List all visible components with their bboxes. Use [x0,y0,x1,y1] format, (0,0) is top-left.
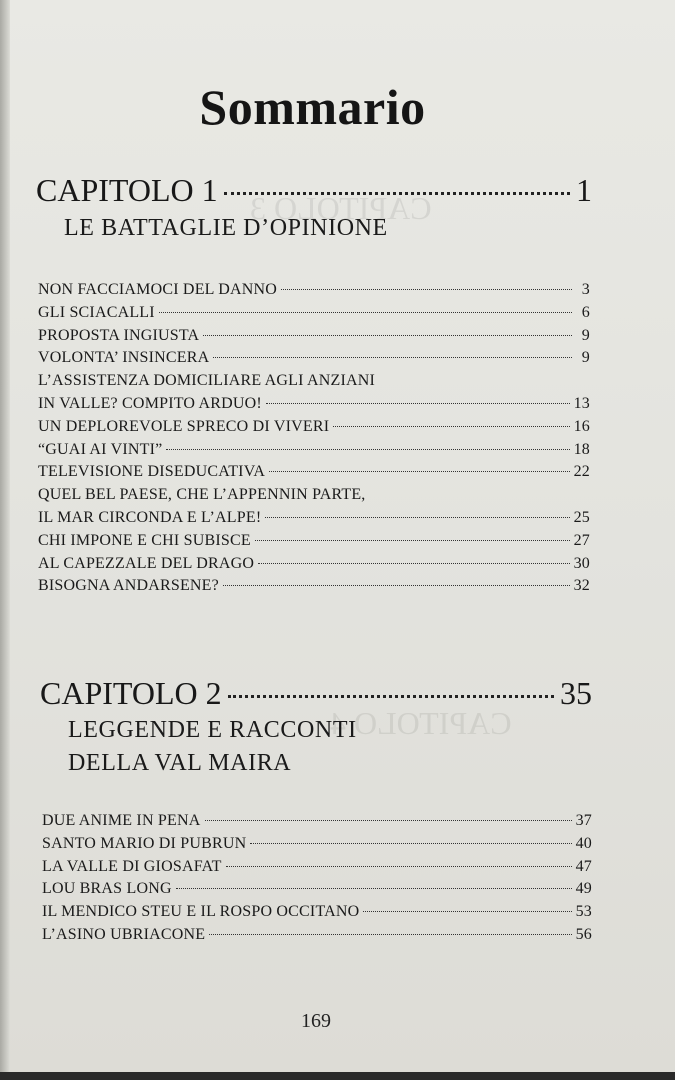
leader-dots [176,888,572,889]
chapter-1-label: CAPITOLO 1 [36,172,218,208]
toc-entry [38,418,590,441]
toc-entry-title: PROPOSTA INGIUSTA [38,326,200,344]
chapter-2-subtitle-line-1: LEGGENDE E RACCONTI [68,717,357,743]
toc-entry [42,835,592,858]
leader-dots [223,585,570,586]
leader-dots [258,563,570,564]
toc-entry-title: L’ASINO UBRIACONE [42,925,206,943]
toc-entry-title: NON FACCIAMOCI DEL DANNO [38,281,278,298]
toc-entry-title: SANTO MARIO DI PUBRUN [42,834,247,852]
toc-entry-title: BISOGNA ANDARSENE? [38,577,219,595]
leader-dots [281,289,572,290]
toc-entry-page: 53 [575,903,592,921]
toc-entry-title: CHI IMPONE E CHI SUBISCE [38,531,251,549]
toc-entry-page: 6 [581,303,590,321]
bleed-through: CAPITOLO 4 [330,705,512,741]
chapter-2-entries [42,812,592,949]
toc-entry-title: IL MENDICO STEU E IL ROSPO OCCITANO [42,903,360,921]
toc-entry [42,903,592,926]
toc-entry-page: 49 [575,880,592,898]
chapter-1-heading [36,172,592,209]
leader-dots [209,934,571,935]
toc-entry [38,304,590,327]
leader-dots [255,540,570,541]
page-title: Sommario [199,79,426,135]
bottom-shadow [0,1072,675,1080]
toc-entry-page: 9 [581,326,590,344]
leader-dots [269,471,569,472]
leader-dots [265,517,569,518]
toc-entry [38,486,590,509]
toc-entry-title: GLI SCIACALLI [38,303,155,321]
leader-dots [266,403,570,404]
toc-entry [38,349,590,372]
page-left-edge [0,0,10,1080]
toc-entry-page: 22 [573,463,590,481]
leader-dots [224,192,570,195]
chapter-2-label: CAPITOLO 2 [40,675,222,711]
toc-entry [38,532,590,555]
leader-dots [226,866,572,867]
toc-entry [38,281,590,304]
toc-entry-title: TELEVISIONE DISEDUCATIVA [38,463,266,481]
toc-entry-page: 37 [575,812,592,829]
leader-dots [205,820,572,821]
toc-entry-title: AL CAPEZZALE DEL DRAGO [38,554,255,572]
leader-dots [166,449,569,450]
toc-entry-page: 32 [573,577,590,595]
toc-entry [38,327,590,350]
toc-entry-title: IL MAR CIRCONDA E L’ALPE! [38,508,262,526]
toc-entry [42,880,592,903]
toc-entry [38,509,590,532]
toc-entry-page: 13 [573,394,590,412]
leader-dots [228,695,554,698]
toc-entry-title: “GUAI AI VINTI” [38,440,163,458]
toc-entry [38,577,590,600]
page-number: 169 [301,1010,331,1032]
toc-entry-page: 25 [573,508,590,526]
toc-entry [38,463,590,486]
toc-entry [38,441,590,464]
leader-dots [363,911,571,912]
toc-entry [38,395,590,418]
toc-entry-page: 3 [581,281,590,298]
bleed-through: CAPITOLO 3 [250,190,432,226]
toc-entry [42,858,592,881]
toc-entry-page: 9 [581,349,590,367]
toc-entry-title: IN VALLE? COMPITO ARDUO! [38,394,262,412]
chapter-1-entries [38,281,590,600]
toc-entry-page: 27 [573,531,590,549]
leader-dots [333,426,569,427]
toc-entry [42,812,592,835]
toc-entry-title: UN DEPLOREVOLE SPRECO DI VIVERI [38,417,330,435]
toc-entry-page: 47 [575,857,592,875]
toc-entry-page: 16 [573,417,590,435]
toc-entry-page: 56 [575,925,592,943]
toc-entry [38,555,590,578]
toc-entry-title: L’ASSISTENZA DOMICILIARE AGLI ANZIANI [38,372,376,390]
leader-dots [213,357,572,358]
toc-entry-title: QUEL BEL PAESE, CHE L’APPENNIN PARTE, [38,486,366,504]
chapter-2-subtitle-line-2: DELLA VAL MAIRA [68,750,292,776]
toc-entry-title: DUE ANIME IN PENA [42,812,201,829]
chapter-2-page: 35 [560,675,592,711]
leader-dots [159,312,572,313]
chapter-1-page: 1 [576,172,592,208]
chapter-1-subtitle: LE BATTAGLIE D’OPINIONE [64,215,388,241]
toc-entry-title: LA VALLE DI GIOSAFAT [42,857,222,875]
toc-entry-page: 30 [573,554,590,572]
toc-entry-title: LOU BRAS LONG [42,880,172,898]
toc-entry [38,372,590,395]
leader-dots [203,335,572,336]
toc-entry [42,926,592,949]
toc-entry-page: 18 [573,440,590,458]
leader-dots [250,843,571,844]
toc-entry-page: 40 [575,834,592,852]
chapter-2-heading [40,675,592,712]
toc-entry-title: VOLONTA’ INSINCERA [38,349,210,367]
